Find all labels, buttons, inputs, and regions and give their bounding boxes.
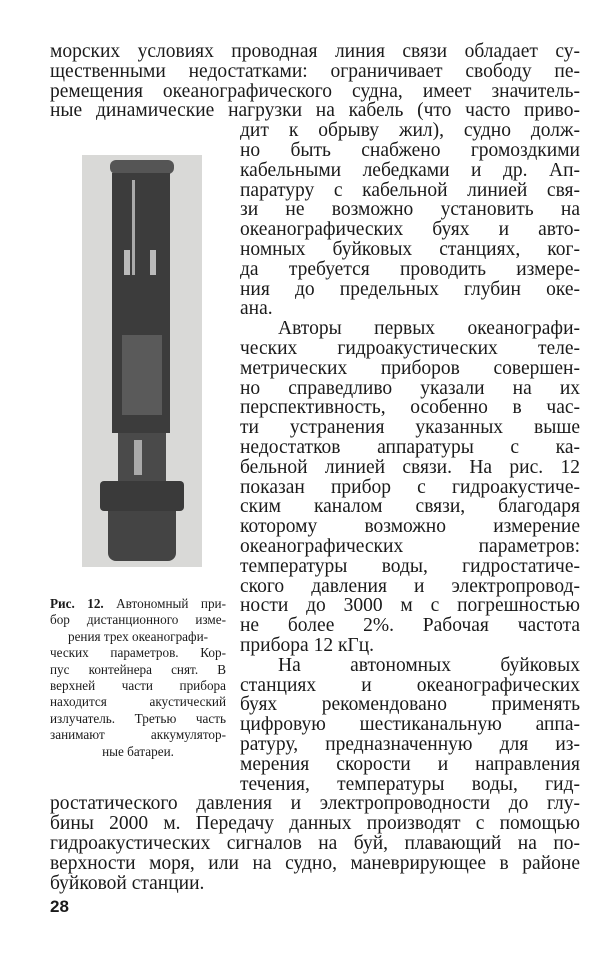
text-line: буйковой станции. <box>50 872 205 894</box>
text-line: верхности моря, или на судно, маневрирующее в районе <box>50 852 580 874</box>
text-line: мерения скорости и направления <box>240 753 580 775</box>
text-line: морских условиях проводная линия связи обладает су- <box>50 41 580 62</box>
caption-line: занимают аккумулятор- <box>50 727 226 743</box>
text-line: ана. <box>240 298 273 320</box>
text-line: недостатков аппаратуры с ка- <box>240 437 580 458</box>
text-line: дит к обрыву жил), судно долж- <box>240 120 580 142</box>
text-line: гидроакустических сигналов на буй, плавающий на по- <box>50 833 580 854</box>
caption-line: ные батареи. <box>102 743 174 759</box>
text-line: станциях и океанографических <box>240 674 580 696</box>
caption-line: излучатель. Третью часть <box>50 710 226 726</box>
text-line: показан прибор с гидроакустиче- <box>240 476 580 498</box>
text-line: щественными недостатками: ограничивает свободу пе- <box>50 60 580 82</box>
text-line: буях рекомендовано применять <box>240 694 580 716</box>
text-line: ремещения океанографического судна, имеет значитель- <box>50 80 580 102</box>
text-line: ческих гидроакустических теле- <box>240 338 580 359</box>
text-line: течения, температуры воды, гид- <box>240 773 580 795</box>
text-line: бельной линией связи. На рис. 12 <box>240 456 580 478</box>
caption-line: бор дистанционного изме- <box>50 612 226 628</box>
text-line: номных буйковых станциях, ког- <box>240 239 580 260</box>
page-number: 28 <box>50 897 69 916</box>
text-line: кабельными лебедками и др. Ап- <box>240 159 580 181</box>
text-line: океанографических параметров: <box>240 536 580 557</box>
text-line: которому возможно измерение <box>240 516 580 538</box>
text-line: метрических приборов совершен- <box>240 357 580 379</box>
text-line: да требуется проводить измере- <box>240 258 580 280</box>
caption-text: Автономный при- <box>116 596 226 611</box>
text-line: зи не возможно установить на <box>240 199 580 221</box>
figure-label: Рис. 12. <box>50 596 104 611</box>
text-line: но справедливо указали на их <box>240 377 580 399</box>
caption-line: ческих параметров. Кор- <box>50 645 226 661</box>
text-line: но быть снабжено громоздкими <box>240 140 580 161</box>
text-line: ния до предельных глубин оке- <box>240 278 580 300</box>
caption-line: находится акустический <box>50 694 226 710</box>
figure-caption <box>50 596 226 760</box>
text-line: ные динамические нагрузки на кабель (что часто приво- <box>50 100 580 122</box>
caption-line: рения трех океанографи- <box>67 628 209 644</box>
text-line: Авторы первых океанографи- <box>278 318 580 340</box>
text-line: перспективность, особенно в час- <box>240 397 580 419</box>
text-line: океанографических буях и авто- <box>240 219 580 241</box>
text-line: ского давления и электропровод- <box>240 575 580 597</box>
caption-line <box>50 596 226 612</box>
text-line: прибора 12 кГц. <box>240 635 375 656</box>
text-line: цифровую шестиканальную аппа- <box>240 714 580 736</box>
text-line: ростатического давления и электропроводности до глу- <box>50 793 580 815</box>
text-line: не более 2%. Рабочая частота <box>240 615 580 637</box>
text-line: ским каналом связи, благодаря <box>240 496 580 518</box>
text-line: бины 2000 м. Передачу данных производят с помощью <box>50 813 580 835</box>
caption-line: пус контейнера снят. В <box>50 661 226 677</box>
text-line: ности до 3000 м с погрешностью <box>240 595 580 617</box>
text-line: ратуру, предназначенную для из- <box>240 734 580 755</box>
caption-line: верхней части прибора <box>50 677 226 693</box>
text-line: паратуру с кабельной линией свя- <box>240 179 580 201</box>
text-line: температуры воды, гидростатиче- <box>240 555 580 577</box>
text-line: На автономных буйковых <box>278 654 580 676</box>
text-line: ти устранения указанных выше <box>240 417 580 439</box>
figure-photo-instrument <box>82 155 202 567</box>
